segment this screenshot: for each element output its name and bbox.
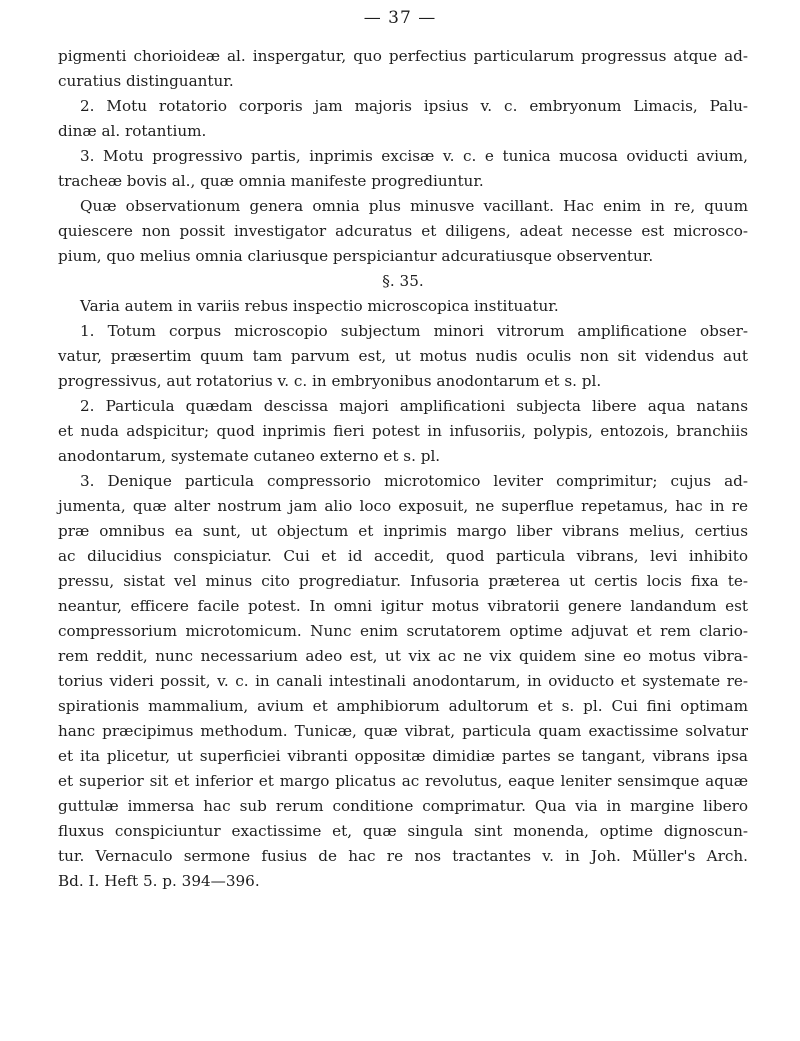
text-line: fluxus conspiciuntur exactissime et, quæ singula sint monenda, optime dignoscun-: [58, 822, 748, 840]
text-line: præ omnibus ea sunt, ut objectum et inprimis margo liber vibrans melius, certius: [58, 522, 748, 540]
text-line: vatur, præsertim quum tam parvum est, ut motus nudis oculis non sit videndus aut: [58, 347, 748, 365]
text-line: Varia autem in variis rebus inspectio microscopica instituatur.: [80, 297, 559, 315]
text-line: tur. Vernaculo sermone fusius de hac re nos tractantes v. in Joh. Müller's Arch.: [58, 847, 748, 865]
text-line: compressorium microtomicum. Nunc enim scrutatorem optime adjuvat et rem clario-: [58, 622, 748, 640]
text-line: 2. Motu rotatorio corporis jam majoris ipsius v. c. embryonum Limacis, Palu-: [80, 97, 748, 115]
text-line: et superior sit et inferior et margo plicatus ac revolutus, eaque leniter sensimque aquæ: [58, 772, 748, 790]
text-line: spirationis mammalium, avium et amphibiorum adultorum et s. pl. Cui fini optimam: [58, 697, 748, 715]
text-line: 2. Particula quædam descissa majori amplificationi subjecta libere aqua natans: [80, 397, 748, 415]
text-line: et ita plicetur, ut superficiei vibranti oppositæ dimidiæ partes se tangant, vibrans ipsa: [58, 747, 748, 765]
text-line: neantur, efficere facile potest. In omni igitur motus vibratorii genere landandum est: [58, 597, 748, 615]
text-line: 3. Motu progressivo partis, inprimis excisæ v. c. e tunica mucosa oviducti avium,: [80, 147, 748, 165]
text-line: pressu, sistat vel minus cito progrediatur. Infusoria præterea ut certis locis fixa te-: [58, 572, 748, 590]
text-line: anodontarum, systemate cutaneo externo et s. pl.: [58, 447, 441, 465]
text-line: tracheæ bovis al., quæ omnia manifeste progrediuntur.: [58, 172, 484, 190]
text-line: pium, quo melius omnia clariusque perspiciantur adcuratiusque observentur.: [58, 247, 654, 265]
text-line: et nuda adspicitur; quod inprimis fieri potest in infusoriis, polypis, entozois, branchiis: [58, 422, 748, 440]
text-line: Bd. I. Heft 5. p. 394—396.: [58, 872, 260, 890]
text-line: hanc præcipimus methodum. Tunicæ, quæ vibrat, particula quam exactissime solvatur: [58, 722, 748, 740]
text-line: Quæ observationum genera omnia plus minusve vacillant. Hac enim in re, quum: [80, 197, 748, 215]
section-heading: §. 35.: [382, 272, 424, 290]
body-text: [58, 44, 748, 894]
text-line: rem reddit, nunc necessarium adeo est, ut vix ac ne vix quidem sine eo motus vibra-: [58, 647, 748, 665]
text-line: 1. Totum corpus microscopio subjectum minori vitrorum amplificatione obser-: [80, 322, 748, 340]
text-line: progressivus, aut rotatorius v. c. in embryonibus anodontarum et s. pl.: [58, 372, 602, 390]
text-line: jumenta, quæ alter nostrum jam alio loco exposuit, ne superflue repetamus, hac in re: [58, 497, 748, 515]
text-line: guttulæ immersa hac sub rerum conditione comprimatur. Qua via in margine libero: [58, 797, 748, 815]
text-line: curatius distinguantur.: [58, 72, 234, 90]
text-line: 3. Denique particula compressorio microtomico leviter comprimitur; cujus ad-: [80, 472, 748, 490]
text-line: pigmenti chorioideæ al. inspergatur, quo perfectius particularum progressus atque ad-: [58, 47, 748, 65]
text-line: dinæ al. rotantium.: [58, 122, 207, 140]
page-number: — 37 —: [363, 8, 437, 28]
text-line: torius videri possit, v. c. in canali intestinali anodontarum, in oviducto et systemate re-: [58, 672, 748, 690]
text-line: quiescere non possit investigator adcuratus et diligens, adeat necesse est microsco-: [58, 222, 748, 240]
text-line: ac dilucidius conspiciatur. Cui et id accedit, quod particula vibrans, levi inhibito: [58, 547, 748, 565]
